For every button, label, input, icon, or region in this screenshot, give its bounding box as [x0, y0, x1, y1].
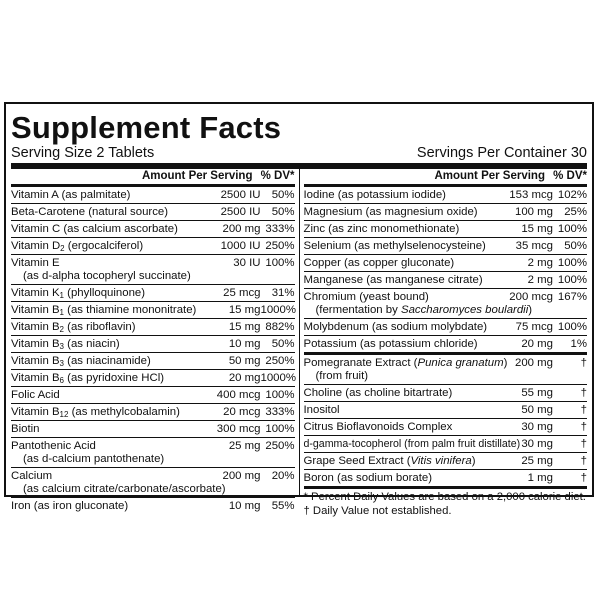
- nutrient-name-text: Choline (as choline bitartrate): [303, 387, 453, 399]
- nutrient-name-text: Pomegranate Extract (: [303, 357, 418, 369]
- nutrient-dv: 50%: [271, 206, 295, 218]
- nutrient-amount: 200 mg: [222, 223, 261, 235]
- nutrient-dv: †: [580, 357, 587, 369]
- nutrient-name: [304, 321, 516, 334]
- nutrient-name-rest: (ergocalciferol): [64, 240, 144, 252]
- nutrient-amount: 400 mcg: [216, 389, 261, 401]
- nutrient-source-line: [11, 270, 295, 283]
- nutrient-name: [11, 240, 221, 253]
- nutrient-name: [304, 274, 528, 287]
- nutrient-name-text: Calcium: [11, 470, 53, 482]
- nutrient-dv: †: [580, 404, 587, 416]
- nutrient-name-italic: Vitis vinifera: [410, 455, 472, 467]
- nutrient-dv: 250%: [265, 355, 295, 367]
- nutrient-name: [11, 372, 229, 385]
- nutrient-row: [11, 498, 295, 514]
- nutrient-amount: 15 mg: [228, 321, 261, 333]
- nutrient-row: [11, 353, 295, 370]
- nutrient-name-text: Iodine (as potassium iodide): [303, 189, 446, 201]
- nutrient-source-text: (from fruit): [315, 370, 369, 382]
- nutrient-amount: 30 mg: [521, 421, 553, 433]
- nutrient-name-text: Vitamin D: [11, 240, 61, 252]
- nutrient-row: [11, 238, 295, 255]
- nutrient-amount: 20 mcg: [223, 406, 261, 418]
- nutrient-amount: 153 mcg: [509, 189, 553, 201]
- nutrient-row: [11, 421, 295, 438]
- nutrient-name-text: Magnesium (as magnesium oxide): [303, 206, 478, 218]
- nutrient-name: [11, 500, 229, 513]
- nutrient-source-line: [304, 370, 588, 383]
- nutrient-name-rest: (as riboflavin): [64, 321, 136, 333]
- nutrient-dv: †: [580, 455, 587, 467]
- nutrient-row: [304, 336, 588, 355]
- right-column-header: [304, 169, 588, 187]
- nutrient-amount: 25 mg: [228, 440, 261, 452]
- nutrient-amount: 20 mg: [228, 372, 261, 384]
- nutrient-name: [11, 223, 223, 236]
- nutrient-amount: 200 mg: [222, 470, 261, 482]
- nutrient-row: [11, 285, 295, 302]
- nutrient-row: [304, 238, 588, 255]
- nutrient-row: [11, 204, 295, 221]
- nutrient-amount: 10 mg: [228, 338, 261, 350]
- nutrient-name-text: Vitamin B: [11, 338, 60, 350]
- nutrient-dv: 50%: [271, 338, 295, 350]
- nutrient-row: [11, 404, 295, 421]
- nutrient-source-text: (as calcium citrate/carbonate/ascorbate): [23, 483, 226, 495]
- nutrient-dv: 167%: [557, 291, 587, 303]
- nutrient-row: [304, 436, 588, 453]
- nutrient-name: [11, 355, 229, 368]
- nutrient-name-rest: (as pyridoxine HCl): [64, 372, 165, 384]
- nutrient-amount: 15 mg: [228, 304, 261, 316]
- nutrient-name: [304, 438, 522, 451]
- nutrient-row: [304, 204, 588, 221]
- nutrient-dv: †: [580, 472, 587, 484]
- nutrient-subscript: 3: [59, 342, 64, 351]
- nutrient-name: [11, 440, 229, 453]
- nutrient-name: [11, 257, 233, 270]
- nutrient-columns: [11, 169, 587, 517]
- nutrient-dv: †: [580, 421, 587, 433]
- nutrient-amount: 2500 IU: [220, 189, 261, 201]
- nutrient-row: [11, 319, 295, 336]
- nutrient-name: [11, 287, 223, 300]
- nutrient-row: [304, 385, 588, 402]
- nutrient-row: [304, 419, 588, 436]
- nutrient-row: [304, 355, 588, 385]
- nutrient-row: [11, 255, 295, 285]
- left-rows: [11, 187, 295, 514]
- footnote-dv-not-established: † Daily Value not established.: [303, 505, 452, 517]
- nutrient-name-text: Beta-Carotene (natural source): [11, 206, 169, 218]
- nutrient-dv: 1000%: [260, 304, 296, 316]
- nutrient-row: [304, 289, 588, 319]
- nutrient-dv: 882%: [265, 321, 295, 333]
- nutrient-source-italic: Saccharomyces boulardii: [400, 304, 529, 316]
- nutrient-name-text: Zinc (as zinc monomethionate): [303, 223, 460, 235]
- nutrient-amount: 50 mg: [228, 355, 261, 367]
- panel-title: Supplement Facts: [11, 110, 282, 145]
- nutrient-subscript: 6: [59, 376, 64, 385]
- nutrient-name-text: Vitamin A (as palmitate): [11, 189, 131, 201]
- nutrient-name-text: Pantothenic Acid: [11, 440, 96, 452]
- nutrient-dv: 31%: [271, 287, 295, 299]
- nutrient-dv: 1000%: [260, 372, 296, 384]
- nutrient-amount: 200 mcg: [509, 291, 553, 303]
- nutrient-name: [11, 406, 223, 419]
- servings-per-container: Servings Per Container 30: [416, 145, 587, 161]
- nutrient-name-text: Vitamin K: [11, 287, 60, 299]
- nutrient-dv: 55%: [271, 500, 295, 512]
- nutrient-row: [11, 468, 295, 498]
- nutrient-dv: †: [580, 438, 587, 450]
- nutrient-amount: 30 IU: [233, 257, 261, 269]
- nutrient-name: [304, 338, 522, 351]
- nutrient-row: [304, 470, 588, 489]
- nutrient-amount: 100 mg: [515, 206, 553, 218]
- nutrient-dv: 20%: [271, 470, 295, 482]
- nutrient-source-line: [11, 483, 295, 496]
- nutrient-dv: 100%: [557, 223, 587, 235]
- footnotes: [304, 489, 588, 518]
- nutrient-name: [304, 257, 528, 270]
- nutrient-name-rest: (as methylcobalamin): [68, 406, 180, 418]
- nutrient-name-rest: (as niacinamide): [64, 355, 151, 367]
- nutrient-amount: 75 mcg: [515, 321, 553, 333]
- nutrient-name: [11, 321, 229, 334]
- nutrient-amount: 25 mg: [521, 455, 553, 467]
- nutrient-name: [11, 338, 229, 351]
- nutrient-dv: 1%: [570, 338, 587, 350]
- nutrient-dv: 250%: [265, 440, 295, 452]
- nutrient-amount: 1 mg: [527, 472, 553, 484]
- nutrient-amount: 20 mg: [521, 338, 553, 350]
- nutrient-dv: 100%: [557, 257, 587, 269]
- serving-info: [11, 145, 587, 169]
- nutrient-row: [304, 319, 588, 336]
- nutrient-name-text: Inositol: [303, 404, 340, 416]
- amount-header: Amount Per Serving: [434, 170, 545, 182]
- nutrient-amount: 55 mg: [521, 387, 553, 399]
- nutrient-name-text: Manganese (as manganese citrate): [303, 274, 483, 286]
- nutrient-name: [304, 357, 516, 370]
- nutrient-name: [304, 189, 510, 202]
- nutrient-name: [304, 421, 522, 434]
- nutrient-source-text: ): [528, 304, 533, 316]
- nutrient-row: [11, 336, 295, 353]
- nutrient-name: [304, 291, 510, 304]
- nutrient-name-text: Molybdenum (as sodium molybdate): [303, 321, 488, 333]
- nutrient-row: [11, 187, 295, 204]
- nutrient-amount: 15 mg: [521, 223, 553, 235]
- nutrient-amount: 10 mg: [228, 500, 261, 512]
- nutrient-dv: 100%: [265, 257, 295, 269]
- nutrient-name-text: Boron (as sodium borate): [303, 472, 433, 484]
- nutrient-source-text: (as d-calcium pantothenate): [23, 453, 165, 465]
- nutrient-name-text: Selenium (as methylselenocysteine): [303, 240, 486, 252]
- nutrient-name: [304, 387, 522, 400]
- nutrient-name: [304, 240, 516, 253]
- nutrient-name-text: Vitamin B: [11, 304, 60, 316]
- nutrient-dv: 50%: [564, 240, 587, 252]
- nutrient-dv: 333%: [265, 223, 295, 235]
- nutrient-name: [304, 472, 528, 485]
- nutrient-dv: †: [580, 387, 587, 399]
- nutrient-name-rest: ): [503, 357, 508, 369]
- nutrient-name: [11, 304, 229, 317]
- nutrient-name-rest: ): [471, 455, 476, 467]
- nutrient-name-text: Iron (as iron gluconate): [11, 500, 129, 512]
- nutrient-dv: 25%: [564, 206, 587, 218]
- nutrient-name-text: Vitamin B: [11, 406, 60, 418]
- nutrient-amount: 1000 IU: [220, 240, 261, 252]
- nutrient-name-rest: (as thiamine mononitrate): [64, 304, 197, 316]
- nutrient-name-text: Citrus Bioflavonoids Complex: [303, 421, 453, 433]
- nutrient-dv: 102%: [557, 189, 587, 201]
- nutrient-name-text: Folic Acid: [11, 389, 60, 401]
- nutrient-amount: 30 mg: [521, 438, 553, 450]
- nutrient-row: [304, 187, 588, 204]
- nutrient-name: [304, 404, 522, 417]
- nutrient-dv: 100%: [265, 423, 295, 435]
- nutrient-name-text: Vitamin B: [11, 321, 60, 333]
- nutrient-row: [304, 221, 588, 238]
- nutrient-dv: 100%: [265, 389, 295, 401]
- nutrient-name: [11, 423, 217, 436]
- nutrient-name-text: Potassium (as potassium chloride): [303, 338, 478, 350]
- nutrient-amount: 300 mcg: [216, 423, 261, 435]
- nutrient-name: [11, 389, 217, 402]
- nutrient-amount: 25 mcg: [223, 287, 261, 299]
- nutrient-row: [11, 221, 295, 238]
- nutrient-name: [11, 470, 223, 483]
- right-rows: [304, 187, 588, 489]
- nutrient-name-text: d-gamma-tocopherol (from palm fruit distillate): [303, 438, 521, 450]
- dv-header: % DV*: [260, 170, 295, 182]
- nutrient-subscript: 1: [59, 291, 64, 300]
- nutrient-name-text: Copper (as copper gluconate): [303, 257, 455, 269]
- nutrient-name-rest: (as niacin): [64, 338, 120, 350]
- nutrient-dv: 333%: [265, 406, 295, 418]
- nutrient-name-text: Grape Seed Extract (: [303, 455, 411, 467]
- nutrient-source-text: (as d-alpha tocopheryl succinate): [23, 270, 191, 282]
- nutrient-subscript: 3: [59, 359, 64, 368]
- amount-header: Amount Per Serving: [141, 170, 253, 182]
- nutrient-name-text: Vitamin B: [11, 372, 60, 384]
- nutrient-amount: 2500 IU: [220, 206, 261, 218]
- nutrient-row: [304, 402, 588, 419]
- left-column-header: [11, 169, 295, 187]
- nutrient-name: [11, 189, 221, 202]
- nutrient-name: [11, 206, 221, 219]
- supplement-facts-panel: [4, 102, 594, 517]
- nutrient-row: [11, 370, 295, 387]
- nutrient-row: [11, 387, 295, 404]
- nutrient-source-text: (fermentation by: [315, 304, 401, 316]
- nutrient-name: [304, 455, 522, 468]
- nutrient-amount: 35 mcg: [515, 240, 553, 252]
- nutrient-subscript: 2: [59, 325, 64, 334]
- nutrient-row: [304, 272, 588, 289]
- nutrient-name-text: Vitamin C (as calcium ascorbate): [11, 223, 178, 235]
- nutrient-subscript: 12: [59, 410, 69, 419]
- nutrient-name-text: Vitamin E: [11, 257, 60, 269]
- nutrient-name: [304, 206, 516, 219]
- dv-header: % DV*: [553, 170, 587, 182]
- nutrient-name-rest: (phylloquinone): [64, 287, 146, 299]
- nutrient-dv: 100%: [557, 321, 587, 333]
- nutrient-amount: 2 mg: [527, 274, 553, 286]
- nutrient-name-text: Chromium (yeast bound): [303, 291, 429, 303]
- nutrient-row: [304, 255, 588, 272]
- nutrient-amount: 2 mg: [527, 257, 553, 269]
- nutrient-dv: 250%: [265, 240, 295, 252]
- nutrient-name: [304, 223, 522, 236]
- nutrient-name-text: Biotin: [11, 423, 40, 435]
- nutrient-source-line: [11, 453, 295, 466]
- right-column: [300, 169, 588, 517]
- nutrient-amount: 200 mg: [515, 357, 553, 369]
- nutrient-row: [11, 302, 295, 319]
- footnote-percent-dv: * Percent Daily Values are based on a 2,000 calorie diet.: [303, 491, 586, 503]
- nutrient-row: [304, 453, 588, 470]
- nutrient-source-line: [304, 304, 588, 317]
- left-column: [11, 169, 300, 512]
- nutrient-subscript: 2: [60, 244, 65, 253]
- nutrient-name-italic: Punica granatum: [417, 357, 504, 369]
- serving-size: Serving Size 2 Tablets: [11, 145, 155, 161]
- nutrient-dv: 100%: [557, 274, 587, 286]
- nutrient-subscript: 1: [59, 308, 64, 317]
- nutrient-dv: 50%: [271, 189, 295, 201]
- nutrient-amount: 50 mg: [521, 404, 553, 416]
- nutrient-row: [11, 438, 295, 468]
- nutrient-name-text: Vitamin B: [11, 355, 60, 367]
